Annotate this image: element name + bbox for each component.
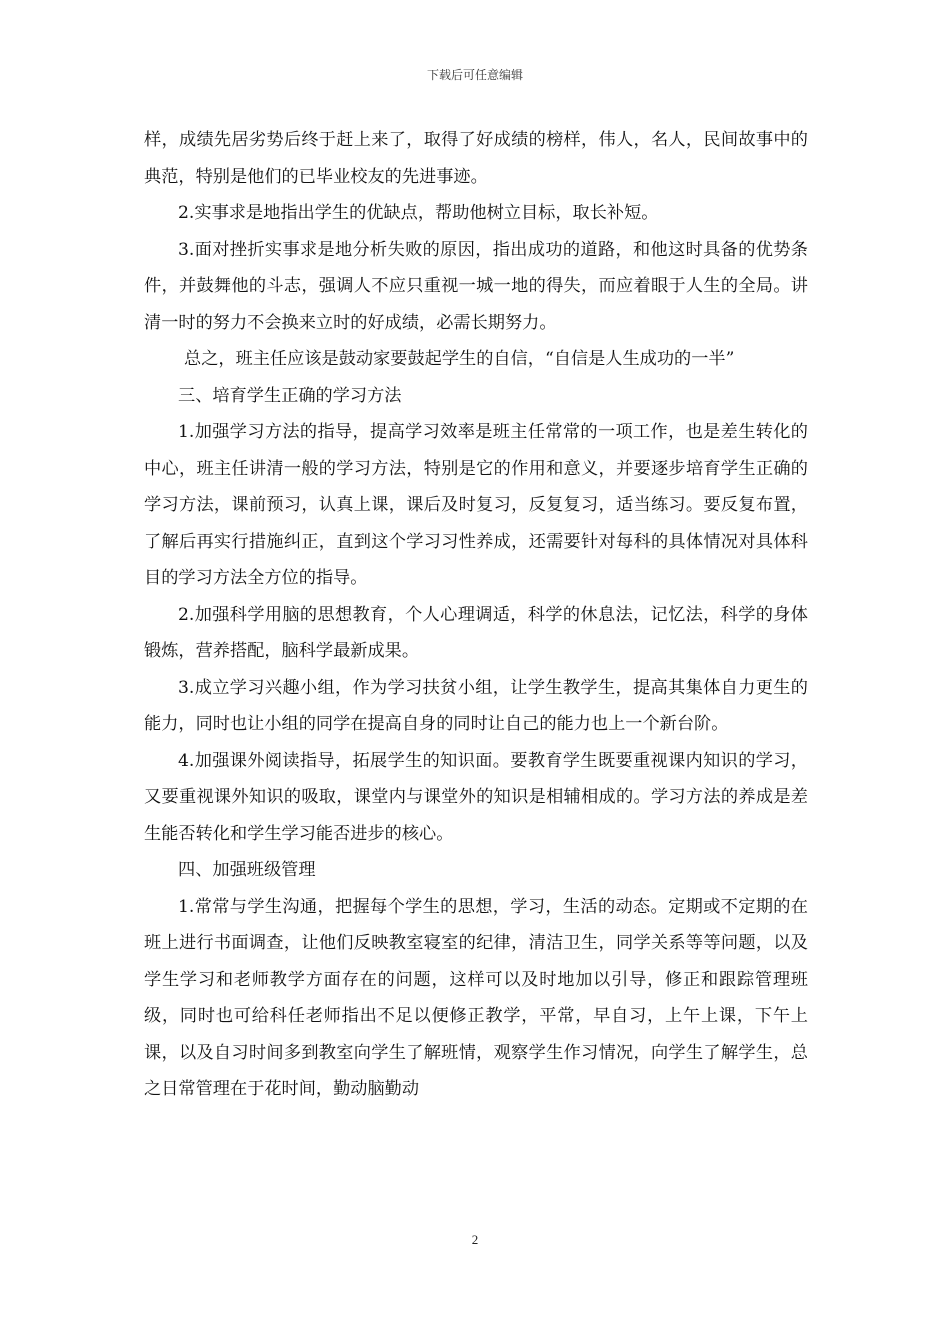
page-header: 下载后可任意编辑 [426,68,523,82]
document-body [144,122,808,1108]
section-heading-3: 三、培育学生正确的学习方法 [178,385,402,406]
paragraph-point-2: 2.实事求是地指出学生的优缺点，帮助他树立目标，取长补短。 [178,203,659,223]
paragraph-summary: 总之，班主任应该是鼓动家要鼓起学生的自信，“自信是人生成功的一半” [184,349,735,369]
paragraph-method-4: 4.加强课外阅读指导，拓展学生的知识面。要教育学生既要重视课内知识的学习，又要重视课外知识的吸取，课堂内与课堂外的知识是相辅相成的。学习方法的养成是差生能否转化和学生学习能否进步的核心。 [144,750,808,844]
page-number: 2 [471,1232,479,1247]
paragraph-management-1: 1.常常与学生沟通，把握每个学生的思想，学习，生活的动态。定期或不定期的在班上进行书面调查，让他们反映教室寝室的纪律，清洁卫生，同学关系等等问题，以及学生学习和老师教学方面存在的问题，这样可以及时地加以引导，修正和跟踪管理班级，同时也可给科任老师指出不足以便修正教学，平常，早自习，上午上课，下午上课，以及自习时间多到教室向学生了解班情，观察学生作习情况，向学生了解学生，总之日常管理在于花时间，勤动脑勤动 [144,896,808,1099]
paragraph-continuation: 样，成绩先居劣势后终于赶上来了，取得了好成绩的榜样，伟人，名人，民间故事中的典范，特别是他们的已毕业校友的先进事迹。 [144,130,808,187]
paragraph-method-2: 2.加强科学用脑的思想教育，个人心理调适，科学的休息法，记忆法，科学的身体锻炼，营养搭配，脑科学最新成果。 [144,604,808,661]
paragraph-point-3: 3.面对挫折实事求是地分析失败的原因，指出成功的道路，和他这时具备的优势条件，并鼓舞他的斗志，强调人不应只重视一城一地的得失，而应着眼于人生的全局。讲清一时的努力不会换来立时的好成绩，必需长期努力。 [144,239,808,333]
section-heading-4: 四、加强班级管理 [178,860,316,880]
paragraph-method-3: 3.成立学习兴趣小组，作为学习扶贫小组，让学生教学生，提高其集体自力更生的能力，同时也让小组的同学在提高自身的同时让自己的能力也上一个新台阶。 [144,677,808,734]
paragraph-method-1: 1.加强学习方法的指导，提高学习效率是班主任常常的一项工作，也是差生转化的中心，班主任讲清一般的学习方法，特别是它的作用和意义，并要逐步培育学生正确的学习方法，课前预习，认真上课，课后及时复习，反复复习，适当练习。要反复布置，了解后再实行措施纠正，直到这个学习习性养成，还需要针对每科的具体情况对具体科目的学习方法全方位的指导。 [144,422,808,588]
